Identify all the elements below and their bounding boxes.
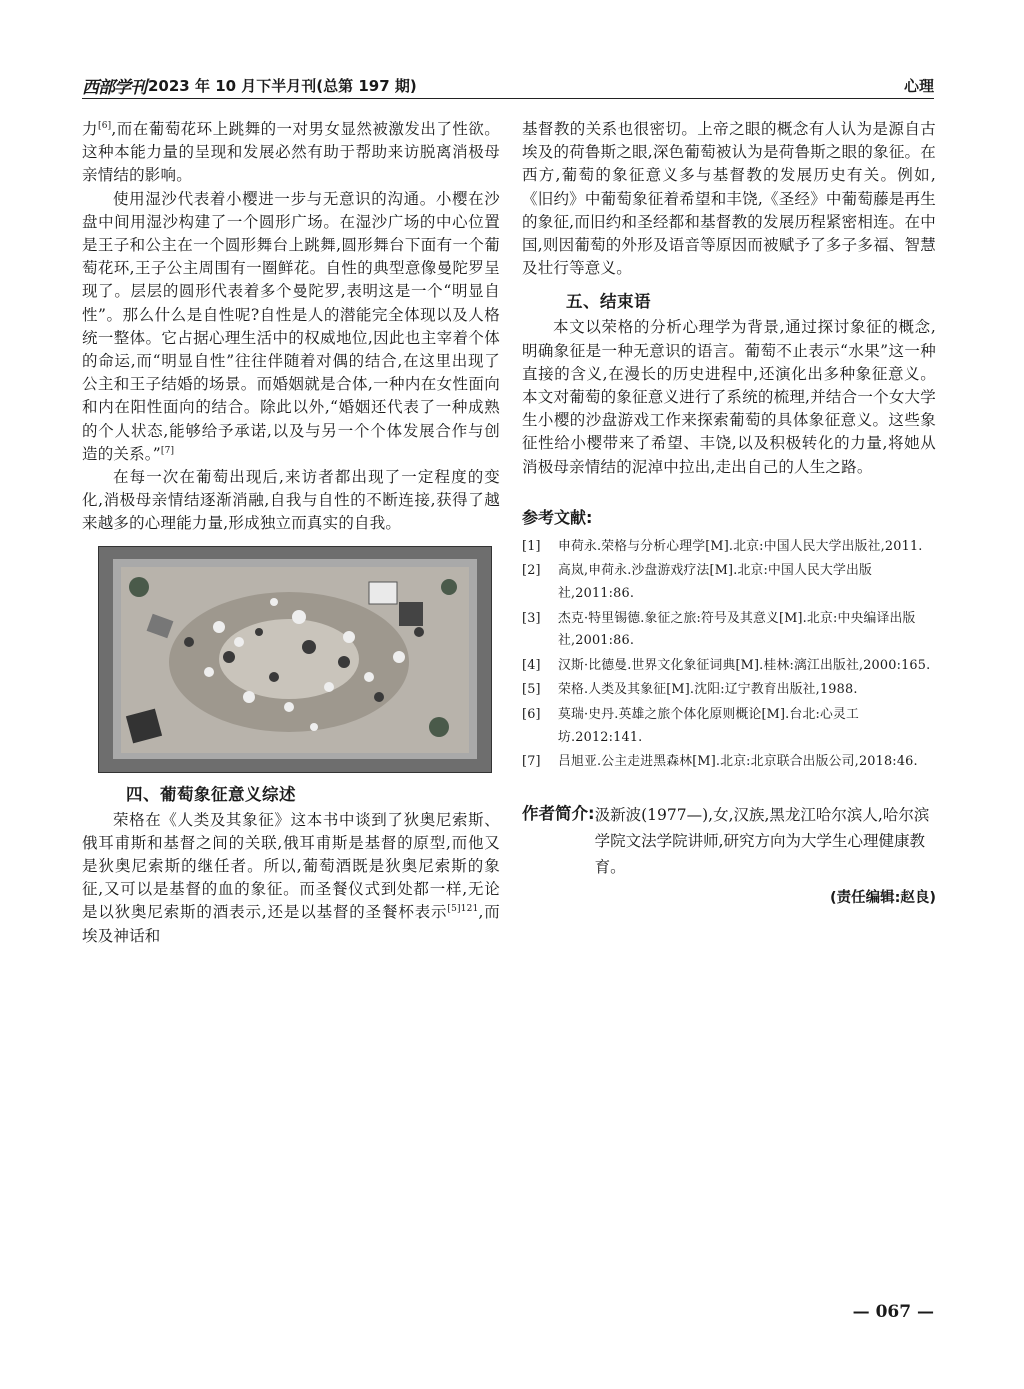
right-column: [522, 118, 936, 907]
reference-item: [7] 吕旭亚.公主走进黑森林[M].北京:北京联合出版公司,2018:46.: [522, 754, 918, 770]
section-4-title: 四、葡萄象征意义综述: [126, 784, 296, 804]
paragraph-5: 基督教的关系也很密切。上帝之眼的概念有人认为是源自古埃及的荷鲁斯之眼,深色葡萄被认为是荷鲁斯之眼的象征。在西方,葡萄的象征意义多与基督教的发展历史有关。例如,《旧约》中葡萄象征着希望和丰饶,《圣经》中葡萄藤是再生的象征,而旧约和圣经都和基督教的发展历程紧密相连。在中国,则因葡萄的外形及语音等原因而被赋予了多子多福、智慧及壮行等意义。: [522, 120, 936, 278]
reference-item: [4] 汉斯·比德曼.世界文化象征词典[M].桂林:漓江出版社,2000:165.: [522, 657, 931, 673]
sandplay-photo-image: [99, 547, 491, 772]
sandplay-photo: [98, 546, 492, 773]
author-label: 作者简介:: [522, 803, 595, 823]
paragraph-2: 使用湿沙代表着小樱进一步与无意识的沟通。小樱在沙盘中间用湿沙构建了一个圆形广场。在湿沙广场的中心位置是王子和公主在一个圆形舞台上跳舞,圆形舞台下面有一个葡萄花环,王子公主周围有一圈鲜花。自性的典型意像曼陀罗呈现了。层层的圆形代表着多个曼陀罗,表明这是一个“明显自性”。那么什么是自性呢?自性是人的潜能完全体现以及人格统一整体。它占据心理生活中的权威地位,因此也主宰着个体的命运,而“明显自性”往往伴随着对偶的结合,在这里出现了公主和王子结婚的场景。而婚姻就是合体,一种内在女性面向和内在阳性面向的结合。除此以外,“婚姻还代表了一种成熟的个人状态,能够给予承诺,以及与另一个个体发展合作与创造的关系。”[7]: [82, 189, 500, 463]
reference-item: [6] 莫瑞·史丹.英雄之旅个体化原则概论[M].台北:心灵工坊.2012:141.: [522, 707, 859, 745]
paragraph-6: 本文以荣格的分析心理学为背景,通过探讨象征的概念,明确象征是一种无意识的语言。葡萄不止表示“水果”这一种直接的含义,在漫长的历史进程中,还演化出多种象征意义。本文对葡萄的象征意义进行了系统的梳理,并结合一个女大学生小樱的沙盘游戏工作来探索葡萄的具体象征意义。这些象征性给小樱带来了希望、丰饶,以及积极转化的力量,将她从消极母亲情结的泥淖中拉出,走出自己的人生之路。: [522, 318, 936, 476]
page-header: [82, 72, 934, 99]
journal-logo: 西部学刊: [82, 77, 146, 98]
author-bio: [522, 802, 936, 880]
journal-info: [82, 73, 417, 98]
section-name: 心理: [903, 76, 934, 95]
author-text: 汲新波(1977—),女,汉族,黑龙江哈尔滨人,哈尔滨学院文法学院讲师,研究方向为大学生心理健康教育。: [594, 805, 930, 876]
section-5-title: 五、结束语: [566, 292, 651, 312]
reference-item: [5] 荣格.人类及其象征[M].沈阳:辽宁教育出版社,1988.: [522, 682, 858, 698]
paragraph-1: 力[6],而在葡萄花环上跳舞的一对男女显然被激发出了性欲。这种本能力量的呈现和发展必然有助于帮助来访脱离消极母亲情结的影响。: [82, 120, 500, 185]
citation: [5]121: [447, 904, 479, 915]
reference-list: [522, 536, 936, 774]
reference-item: [1] 申荷永.荣格与分析心理学[M].北京:中国人民大学出版社,2011.: [522, 538, 923, 554]
references-title: 参考文献:: [522, 507, 593, 527]
citation: [7]: [160, 445, 175, 456]
editor-note: (责任编辑:赵良): [829, 889, 936, 906]
issue-info: 2023 年 10 月下半月刊(总第 197 期): [148, 76, 417, 95]
citation: [6]: [97, 121, 112, 131]
reference-item: [3] 杰克·特里锡德.象征之旅:符号及其意义[M].北京:中央编译出版社,2001:86.: [522, 610, 916, 649]
paragraph-4: 荣格在《人类及其象征》这本书中谈到了狄奥尼索斯、俄耳甫斯和基督之间的关联,俄耳甫斯是基督的原型,而他又是狄奥尼索斯的继任者。所以,葡萄酒既是狄奥尼索斯的象征,又可以是基督的血的象征。而圣餐仪式到处都一样,无论是以狄奥尼索斯的酒表示,还是以基督的圣餐杯表示$^{[5]121}$,而埃及神话和: [82, 810, 501, 945]
paragraph-3: 在每一次在葡萄出现后,来访者都出现了一定程度的变化,消极母亲情结逐渐消融,自我与自性的不断连接,获得了越来越多的心理能力量,形成独立而真实的自我。: [82, 468, 500, 533]
left-column: [82, 118, 500, 948]
reference-item: [2] 高岚,申荷永.沙盘游戏疗法[M].北京:中国人民大学出版社,2011:86.: [522, 563, 872, 602]
page-number: — 067 —: [852, 1302, 934, 1322]
